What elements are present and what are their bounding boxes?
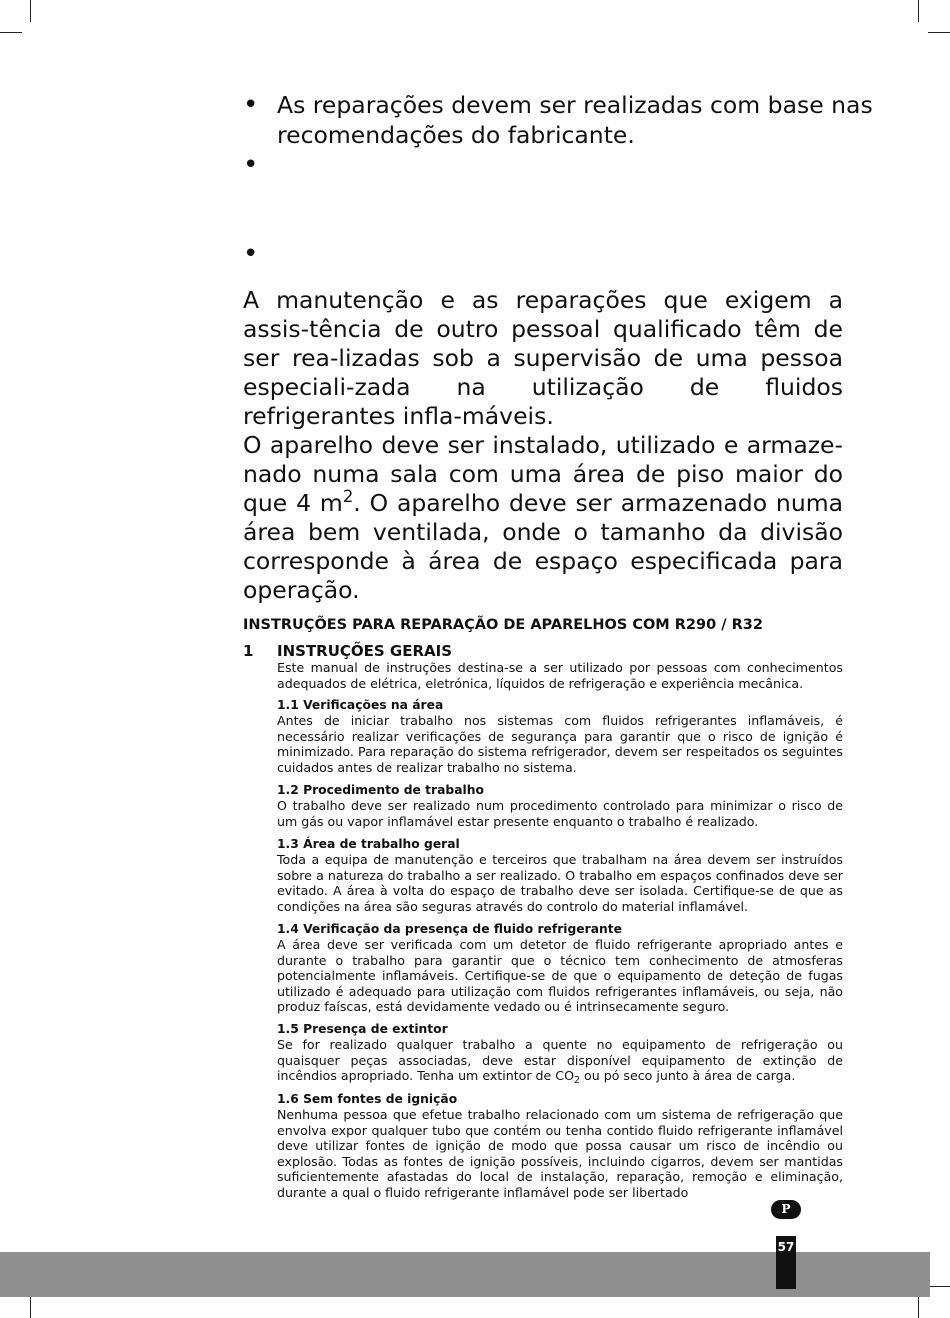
body-text: ou pó seco junto à área de carga. [580,1068,796,1084]
chapter-title: INSTRUÇÕES GERAIS [277,642,453,660]
subsection-title: 1.5 Presença de extintor [277,1022,448,1036]
bullet-marker: • [243,150,259,180]
crop-mark [0,32,22,33]
superscript: 2 [342,486,354,506]
body-text: Se for realizado qualquer trabalho a quente no equipamento de refrigeração ou quaisquer peças associadas, deve estar disponível equipamento de extinção de incêndios apropriado. Tenha um extintor de CO [277,1037,843,1084]
subsection-body [277,1037,843,1087]
bullet-marker: • [243,90,259,120]
subscript: 2 [574,1075,581,1087]
subsection-body: O trabalho deve ser realizado num procedimento controlado para minimizar o risco de um gás ou vapor inflamável estar presente enquanto o trabalho é realizado. [277,798,843,829]
subsection-title: 1.1 Verificações na área [277,698,444,712]
crop-mark [30,0,31,22]
subsection-body: Nenhuma pessoa que efetue trabalho relacionado com um sistema de refrigeração que envolva expor qualquer tubo que contém ou tenha contido fluido refrigerante inflamável deve utilizar fontes de ignição de modo que possa causar um risco de incêndio ou explosão. Todas as fontes de ignição possíveis, incluindo cigarros, devem ser mantidas suficientemente afastadas do local de instalação, reparação, remoção e eliminação, durante a qual o fluido refrigerante inflamável pode ser libertado [277,1107,843,1200]
subsection-body: Antes de iniciar trabalho nos sistemas com fluidos refrigerantes inflamáveis, é necessário realizar verificações de segurança para garantir que o risco de ignição é minimizado. Para reparação do sistema refrigerador, devem ser respeitados os seguintes cuidados antes de realizar trabalho no sistema. [277,713,843,775]
subsection-title: 1.3 Área de trabalho geral [277,837,460,851]
language-badge: P [771,1200,801,1219]
intro-paragraph [243,431,843,605]
bullet-marker: • [243,239,259,269]
intro-paragraph: A manutenção e as reparações que exigem a assis-tência de outro pessoal qualificado têm de ser rea-lizadas sob a supervisão de uma pessoa especiali-zada na utilização de fluidos refrigerantes infla-máveis. [243,286,843,430]
crop-mark [918,0,919,22]
crop-mark [30,1296,31,1318]
intro-text: . O aparelho deve ser armazenado numa área bem ventilada, onde o tamanho da divisão corresponde à área de espaço especificada para operação. [243,489,843,604]
subsection-body: Toda a equipa de manutenção e terceiros que trabalham na área devem ser instruídos sobre a natureza do trabalho a ser realizado. O trabalho em espaços confinados deve ser evitado. A área à volta do espaço de trabalho deve ser isolada. Certifique-se de que as condições na área são seguras através do controlo do material inflamável. [277,852,843,914]
subsection-body: A área deve ser verificada com um detetor de fluido refrigerante apropriado antes e durante o trabalho para garantir que o técnico tem conhecimento de atmosferas potencialmente inflamáveis. Certifique-se de que o equipamento de deteção de fugas utilizado é adequado para utilização com fluidos refrigerantes inflamáveis, ou seja, não produz faíscas, está devidamente vedado ou é intrinsecamente seguro. [277,937,843,1015]
intro-text: O aparelho deve ser instalado, utilizado e armaze-nado numa sala com uma área de piso maior do que 4 m [243,431,843,517]
chapter-intro: Este manual de instruções destina-se a ser utilizado por pessoas com conhecimentos adequados de elétrica, eletrónica, líquidos de refrigeração e experiência mecânica. [277,660,843,691]
crop-mark [918,1296,919,1318]
bullet-text: As reparações devem ser realizadas com base nas recomendações do fabricante. [277,91,873,149]
chapter-number: 1 [243,642,254,660]
crop-mark [928,32,950,33]
page-number: 57 [776,1236,796,1289]
subsection-title: 1.6 Sem fontes de ignição [277,1092,458,1106]
crop-mark [928,1286,950,1287]
subsection-title: 1.2 Procedimento de trabalho [277,783,484,797]
section-heading: INSTRUÇÕES PARA REPARAÇÃO DE APARELHOS COM R290 / R32 [243,617,763,633]
subsection-title: 1.4 Verificação da presença de fluido refrigerante [277,922,622,936]
